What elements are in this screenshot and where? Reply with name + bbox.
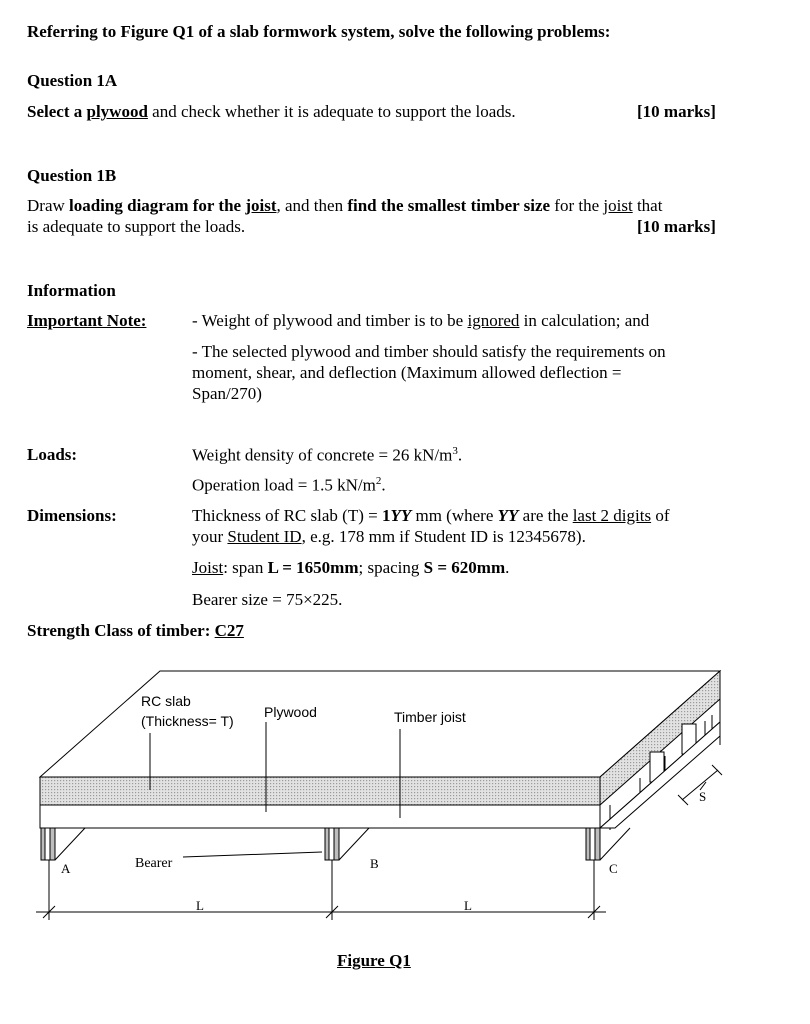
dim1-h: of [651, 506, 670, 525]
joist-dimension [192, 558, 509, 578]
load-operation [192, 475, 386, 496]
q1a-plywood: plywood [86, 102, 148, 121]
strength-value: C27 [214, 621, 244, 640]
q1b-and-then: , and then [276, 196, 348, 215]
load1-sup: 3 [452, 445, 458, 457]
dimension-line-1 [192, 506, 670, 526]
label-timber-joist: Timber joist [394, 709, 466, 725]
question-1b-line1 [27, 196, 662, 216]
load1-end: . [457, 445, 463, 465]
reference-lines [49, 860, 594, 920]
load2-end: . [381, 475, 386, 495]
joist-end: . [505, 558, 510, 577]
label-a: A [61, 861, 71, 876]
label-l-right: L [464, 898, 472, 913]
q1a-rest: and check whether it is adequate to support the loads. [147, 102, 516, 121]
strength-label: Strength Class of timber: [27, 621, 215, 640]
dim1-f: are the [518, 506, 573, 525]
joist-s-value: S = 620mm [423, 558, 506, 577]
q1b-draw: Draw [27, 196, 70, 215]
load2-sup: 2 [375, 475, 382, 487]
dim1-d: mm (where [411, 506, 498, 525]
label-b: B [370, 856, 379, 871]
slab-front-face [40, 777, 600, 805]
label-c: C [609, 861, 618, 876]
joist-word: Joist [192, 558, 224, 577]
label-thickness: (Thickness= T) [141, 713, 234, 729]
dimensions-label: Dimensions: [27, 506, 117, 525]
q1b-for-the: for the [550, 196, 604, 215]
support-c [586, 828, 600, 860]
label-plywood: Plywood [264, 704, 317, 720]
span-dimension [36, 906, 606, 918]
label-s: S [699, 789, 707, 804]
loads-label: Loads: [27, 445, 78, 464]
dim2-a: your [192, 527, 228, 546]
q1b-joist-2: joist [603, 196, 633, 215]
q1b-joist-1: joist [245, 196, 277, 215]
note-line-2: - The selected plywood and timber should satisfy the requirements on [192, 342, 666, 361]
note1-a: - Weight of plywood and timber is to be [192, 311, 468, 330]
note-line-3: moment, shear, and deflection (Maximum allowed deflection = [192, 363, 622, 382]
note1-c: in calculation; and [519, 311, 650, 330]
information-heading: Information [27, 281, 116, 300]
dim1-last-digits: last 2 digits [572, 506, 652, 525]
dimension-line-2 [192, 527, 586, 547]
figure-caption: Figure Q1 [337, 951, 411, 970]
note1-ignored: ignored [467, 311, 520, 330]
dim1-yy2: YY [497, 506, 519, 525]
question-1b-line2: is adequate to support the loads. [27, 217, 246, 236]
support-b [325, 828, 339, 860]
joist-l-value: L = 1650mm [267, 558, 359, 577]
important-note-label: Important Note: [27, 311, 147, 330]
plywood-front [40, 805, 600, 828]
question-1a-marks: [10 marks] [637, 102, 716, 121]
question-1b-marks: [10 marks] [637, 217, 716, 236]
q1b-that: that [632, 196, 663, 215]
label-l-left: L [196, 898, 204, 913]
note-line-1 [192, 311, 649, 331]
note-line-4: Span/270) [192, 384, 262, 403]
load-concrete [192, 445, 462, 466]
dim1-one: 1 [381, 506, 391, 525]
question-1b-heading: Question 1B [27, 166, 117, 185]
bearer-size: Bearer size = 75×225. [192, 590, 343, 609]
q1b-smallest: find the smallest timber size [347, 196, 551, 215]
dim2-c: , e.g. 178 mm if Student ID is 12345678). [301, 527, 586, 546]
label-bearer: Bearer [135, 856, 173, 871]
q1a-select: Select a [27, 102, 87, 121]
dim1-a: Thickness of RC slab (T) = [192, 506, 382, 525]
question-1a-text [27, 102, 516, 122]
dim1-yy: YY [390, 506, 412, 525]
load2-text: Operation load = 1.5 kN/m [192, 475, 376, 495]
strength-class [27, 621, 244, 641]
question-1a-heading: Question 1A [27, 71, 118, 90]
dim2-student-id: Student ID [227, 527, 302, 546]
support-a [41, 828, 55, 860]
joist-spacing: ; spacing [358, 558, 424, 577]
q1b-loading: loading diagram for the [69, 196, 246, 215]
label-rc-slab: RC slab [141, 693, 191, 709]
load1-text: Weight density of concrete = 26 kN/m [192, 445, 453, 465]
joist-span: : span [223, 558, 268, 577]
intro-text: Referring to Figure Q1 of a slab formwork system, solve the following problems: [27, 22, 611, 41]
